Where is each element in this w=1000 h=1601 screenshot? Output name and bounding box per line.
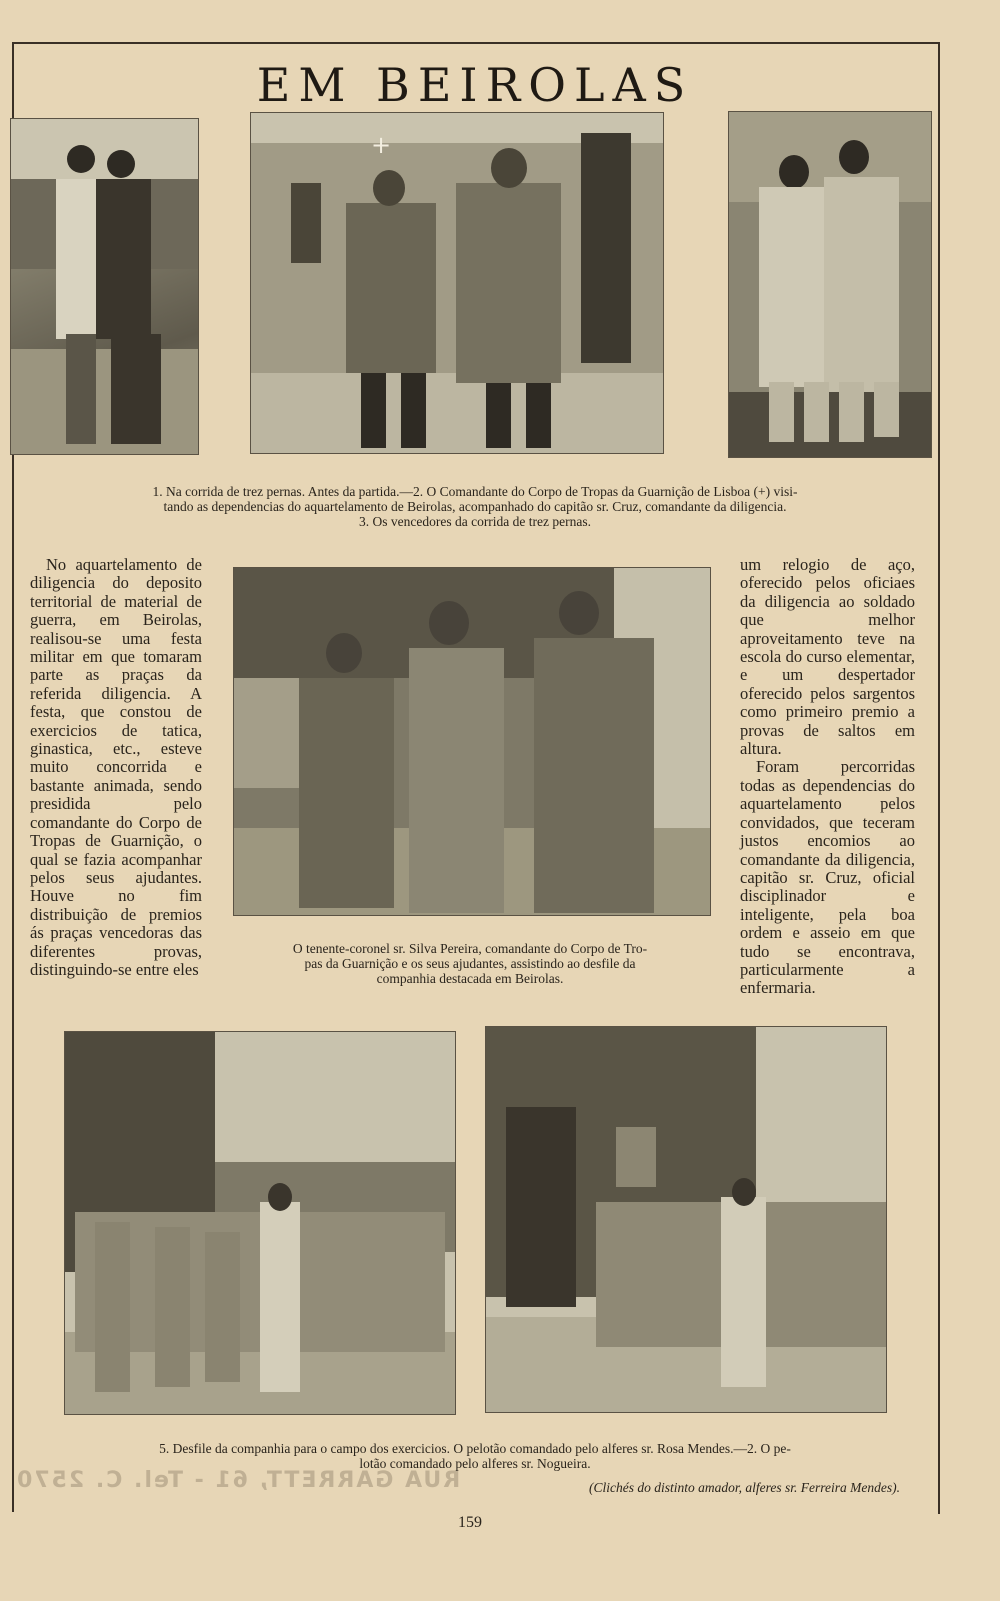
caption-middle-line-1: O tenente-coronel sr. Silva Pereira, comandante do Corpo de Tro-: [292, 941, 648, 956]
photo-parade-platoon-nogueira: [485, 1026, 887, 1413]
page-number: 159: [458, 1514, 482, 1531]
photo-3-image: [729, 112, 931, 457]
caption-top-line-1: 1. Na corrida de trez pernas. Antes da partida.—2. O Comandante do Corpo de Tropas da Guarnição de Lisboa (+) visi-: [152, 484, 798, 499]
caption-top-line-2: tando as dependencias do aquartelamento de Beirolas, acompanhado do capitão sr. Cruz, comandante da diligencia.: [163, 499, 787, 514]
photo-2-image: [251, 113, 663, 453]
photo-1-image: [11, 119, 198, 454]
caption-bottom-line-1: 5. Desfile da companhia para o campo dos exercicios. O pelotão comandado pelo alferes sr. Rosa Mendes.—2. O pe-: [159, 1441, 791, 1456]
photo-credit: (Clichés do distinto amador, alferes sr. Ferreira Mendes).: [589, 1480, 900, 1495]
photo-parade-platoon-rosa-mendes: [64, 1031, 456, 1415]
caption-top-line-3: 3. Os vencedores da corrida de trez pernas.: [358, 514, 592, 529]
page-title: EM BEIROLAS: [256, 58, 694, 112]
photo-5-image: [65, 1032, 455, 1414]
caption-top: [25, 484, 925, 529]
text-column-right-paragraph-1: um relogio de aço, oferecido pelos oficiaes da diligencia ao soldado que melhor aproveitamento teve na escola do curso elementar, e um despertador oferecido pelos sargentos como primeiro premio a provas de saltos em altura.: [740, 555, 915, 759]
text-column-right-paragraph-2: Foram percorridas todas as dependencias do aquartelamento pelos convidados, que teceram justos encomios ao comandante da diligencia, capitão sr. Cruz, oficial disciplinador e inteligente, pela boa ordem e asseio em que tudo se encontrava, particularmente a enfermaria.: [740, 757, 915, 998]
photo-race-winners: [728, 111, 932, 458]
caption-bottom-line-2: lotão comandado pelo alferes sr. Nogueira.: [359, 1456, 591, 1471]
bleed-through-text: RUA GARRETT, 61 - Tel. C. 2570: [15, 1468, 461, 1493]
photo-lieutenant-colonel: [233, 567, 711, 916]
caption-middle: [215, 941, 725, 986]
photo-three-legged-race-start: [10, 118, 199, 455]
text-column-left: [30, 556, 202, 979]
caption-bottom: [40, 1441, 910, 1471]
photo-commander-visit: [250, 112, 664, 454]
text-column-left-paragraph: No aquartelamento de diligencia do deposito territorial de material de guerra, em Beirolas, realisou-se uma festa militar em que tomaram parte as praças da referida diligencia. A festa, que constou de exercicios de tatica, ginastica, etc., esteve muito concorrida e bastante animada, sendo presidida pelo comandante do Corpo de Tropas de Guarnição, o qual se fazia acompanhar pelos seus ajudantes. Houve no fim distribuição de premios ás praças vencedoras das diferentes provas, distinguindo-se entre eles: [30, 555, 202, 979]
text-column-right: [740, 556, 915, 998]
photo-6-image: [486, 1027, 886, 1412]
photo-4-image: [234, 568, 710, 915]
caption-middle-line-2: pas da Guarnição e os seus ajudantes, assistindo ao desfile da: [304, 956, 636, 971]
caption-middle-line-3: companhia destacada em Beirolas.: [376, 971, 564, 986]
svg-text:+: +: [371, 131, 392, 159]
